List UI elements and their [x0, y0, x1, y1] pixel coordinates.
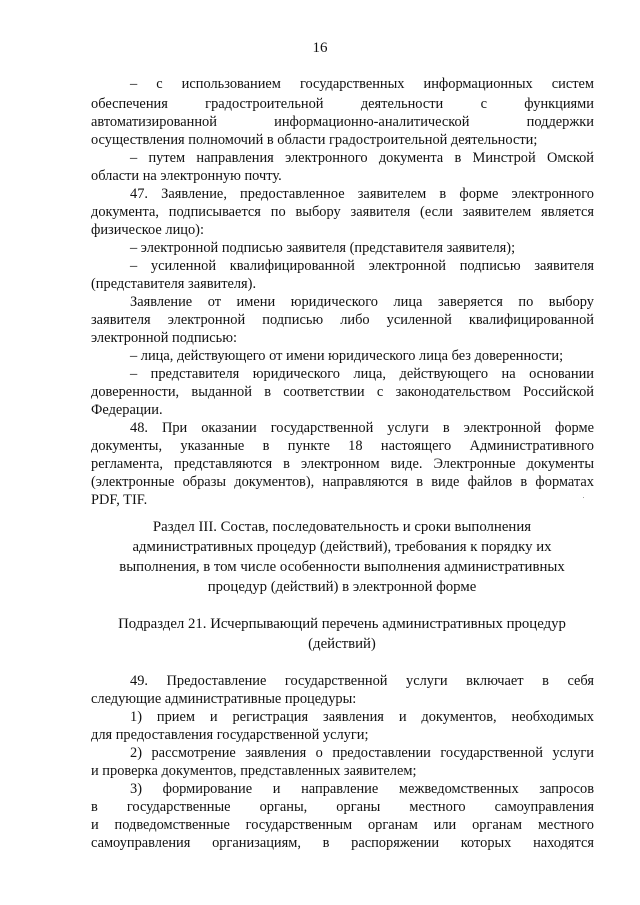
heading-line: Подраздел 21. Исчерпывающий перечень административных процедур — [118, 616, 566, 632]
text-line: Федерации. — [91, 402, 163, 418]
text-line: автоматизированной информационно-аналитической поддержки — [91, 114, 594, 130]
text-line: в государственные органы, органы местного самоуправления — [91, 799, 594, 815]
scan-speck — [583, 497, 584, 498]
heading-line: административных процедур (действий), требования к порядку их — [132, 539, 552, 555]
text-line: – электронной подписью заявителя (представителя заявителя); — [130, 240, 516, 256]
text-line: и проверка документов, представленных заявителем; — [91, 763, 417, 779]
heading-line: процедур (действий) в электронной форме — [207, 579, 477, 595]
text-line: Заявление от имени юридического лица заверяется по выбору — [130, 294, 594, 310]
text-line: – усиленной квалифицированной электронной подписью заявителя — [130, 258, 594, 274]
text-line: осуществления полномочий в области градостроительной деятельности; — [91, 132, 538, 148]
text-line: – представителя юридического лица, действующего на основании — [130, 366, 594, 382]
text-line: 1) прием и регистрация заявления и документов, необходимых — [130, 709, 594, 725]
text-line: (представителя заявителя). — [91, 276, 257, 292]
text-line: и подведомственные государственным органам или органам местного — [91, 817, 594, 833]
text-line: 47. Заявление, предоставленное заявителем в форме электронного — [130, 186, 594, 202]
text-line: доверенности, выданной в соответствии с законодательством Российской — [91, 384, 594, 400]
text-line: самоуправления организациям, в распоряжении которых находятся — [91, 835, 594, 851]
text-line: заявителя электронной подписью либо усиленной квалифицированной — [91, 312, 594, 328]
text-line: 49. Предоставление государственной услуги включает в себя — [130, 673, 594, 689]
text-line: регламента, представляются в электронном виде. Электронные документы — [91, 456, 594, 472]
text-line: физическое лицо): — [91, 222, 204, 238]
text-line: 48. При оказании государственной услуги в электронной форме — [130, 420, 594, 436]
text-line: для предоставления государственной услуги; — [91, 727, 369, 743]
text-line: PDF, TIF. — [91, 492, 148, 508]
text-line: обеспечения градостроительной деятельности с функциями — [91, 96, 594, 112]
text-line: области на электронную почту. — [91, 168, 282, 184]
heading-line: выполнения, в том числе особенности выполнения административных — [119, 559, 565, 575]
text-line: (электронные образы документов), направляются в виде файлов в форматах — [91, 474, 594, 490]
text-line: следующие административные процедуры: — [91, 691, 357, 707]
text-line: документа, подписывается по выбору заявителя (если заявителем является — [91, 204, 594, 220]
text-line: – с использованием государственных информационных систем — [130, 76, 594, 92]
text-line: – путем направления электронного документа в Минстрой Омской — [130, 150, 594, 166]
heading-line: (действий) — [308, 636, 376, 652]
text-line: документы, указанные в пункте 18 настоящего Административного — [91, 438, 594, 454]
page-number: 16 — [312, 40, 328, 56]
text-line: 2) рассмотрение заявления о предоставлении государственной услуги — [130, 745, 594, 761]
text-line: электронной подписью: — [91, 330, 237, 346]
heading-line: Раздел III. Состав, последовательность и сроки выполнения — [152, 519, 532, 535]
text-line: – лица, действующего от имени юридического лица без доверенности; — [130, 348, 564, 364]
text-line: 3) формирование и направление межведомственных запросов — [130, 781, 594, 797]
